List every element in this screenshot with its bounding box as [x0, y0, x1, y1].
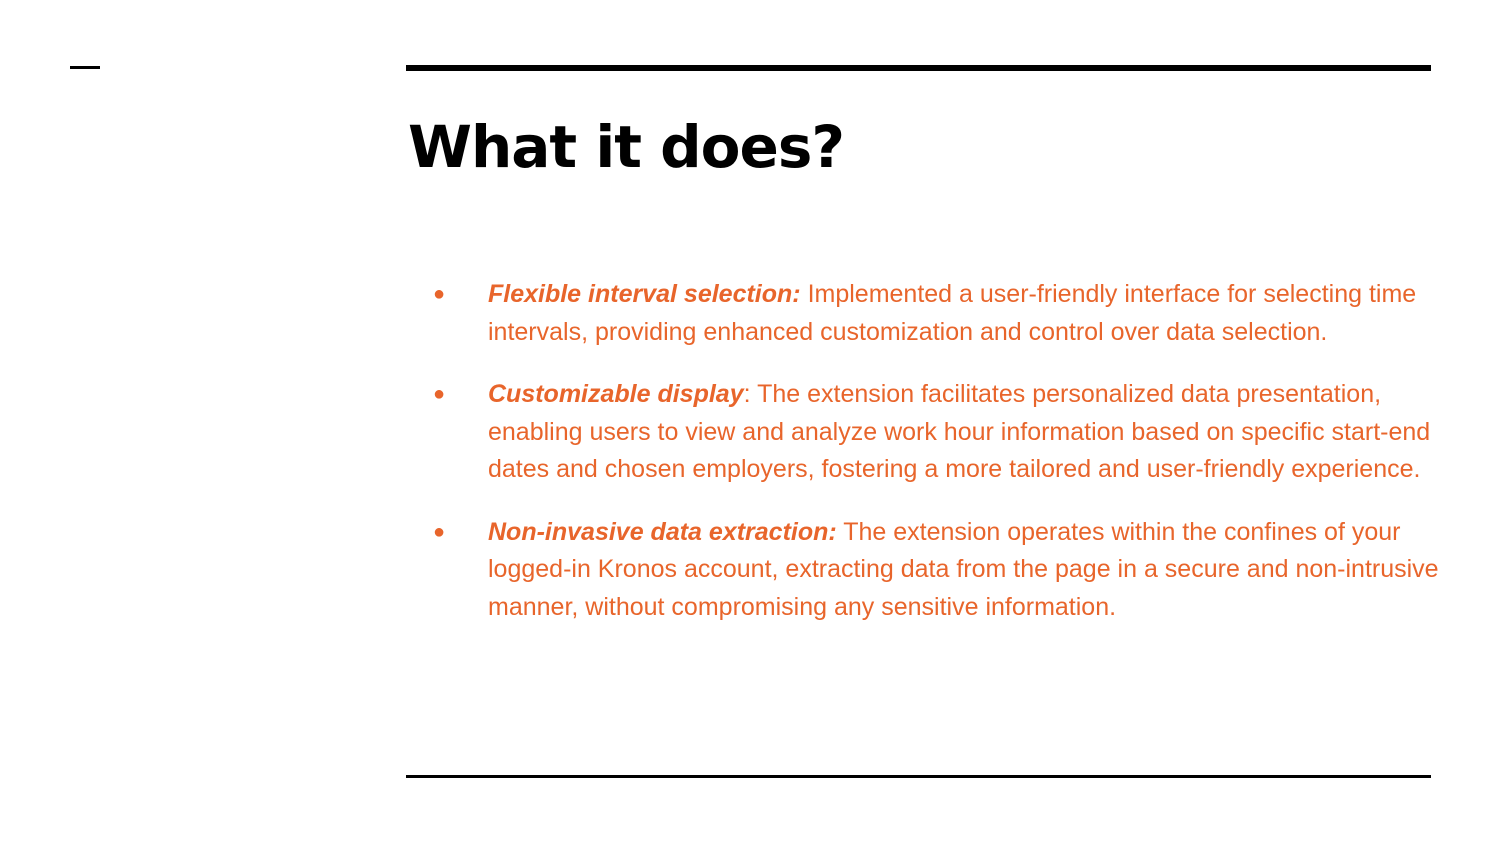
bullet-item-customizable-display — [433, 376, 1478, 489]
bullet-list — [433, 276, 1478, 651]
bullet-item-flexible-interval — [433, 276, 1478, 351]
bullet-lead-label: Flexible interval selection: — [488, 280, 801, 308]
bullet-body: Implemented a user-friendly interface for selecting time intervals, providing enhanced customization and control over data selection. — [488, 280, 1417, 346]
corner-dash-decoration — [70, 66, 100, 69]
bullet-text — [488, 376, 1478, 489]
bullet-dot-icon: ● — [433, 383, 446, 405]
top-divider-rule — [406, 65, 1431, 71]
bullet-dot-icon: ● — [433, 283, 446, 305]
bottom-divider-rule — [406, 775, 1431, 778]
bullet-body: The extension operates within the confines of your logged-in Kronos account, extracting data from the page in a secure and non-intrusive manner, without compromising any sensitive information. — [488, 517, 1439, 621]
bullet-lead-label: Non-invasive data extraction: — [488, 517, 837, 546]
bullet-body: : The extension facilitates personalized data presentation, enabling users to view and analyze work hour information based on specific start-end dates and chosen employers, fostering a more tailored and user-friendly experience. — [488, 380, 1431, 483]
slide-title: What it does? — [408, 113, 844, 181]
bullet-text — [488, 514, 1478, 627]
bullet-lead-label: Customizable display — [488, 380, 744, 408]
bullet-dot-icon: ● — [433, 520, 446, 543]
bullet-item-non-invasive-extraction — [433, 514, 1478, 627]
bullet-text — [488, 276, 1478, 351]
